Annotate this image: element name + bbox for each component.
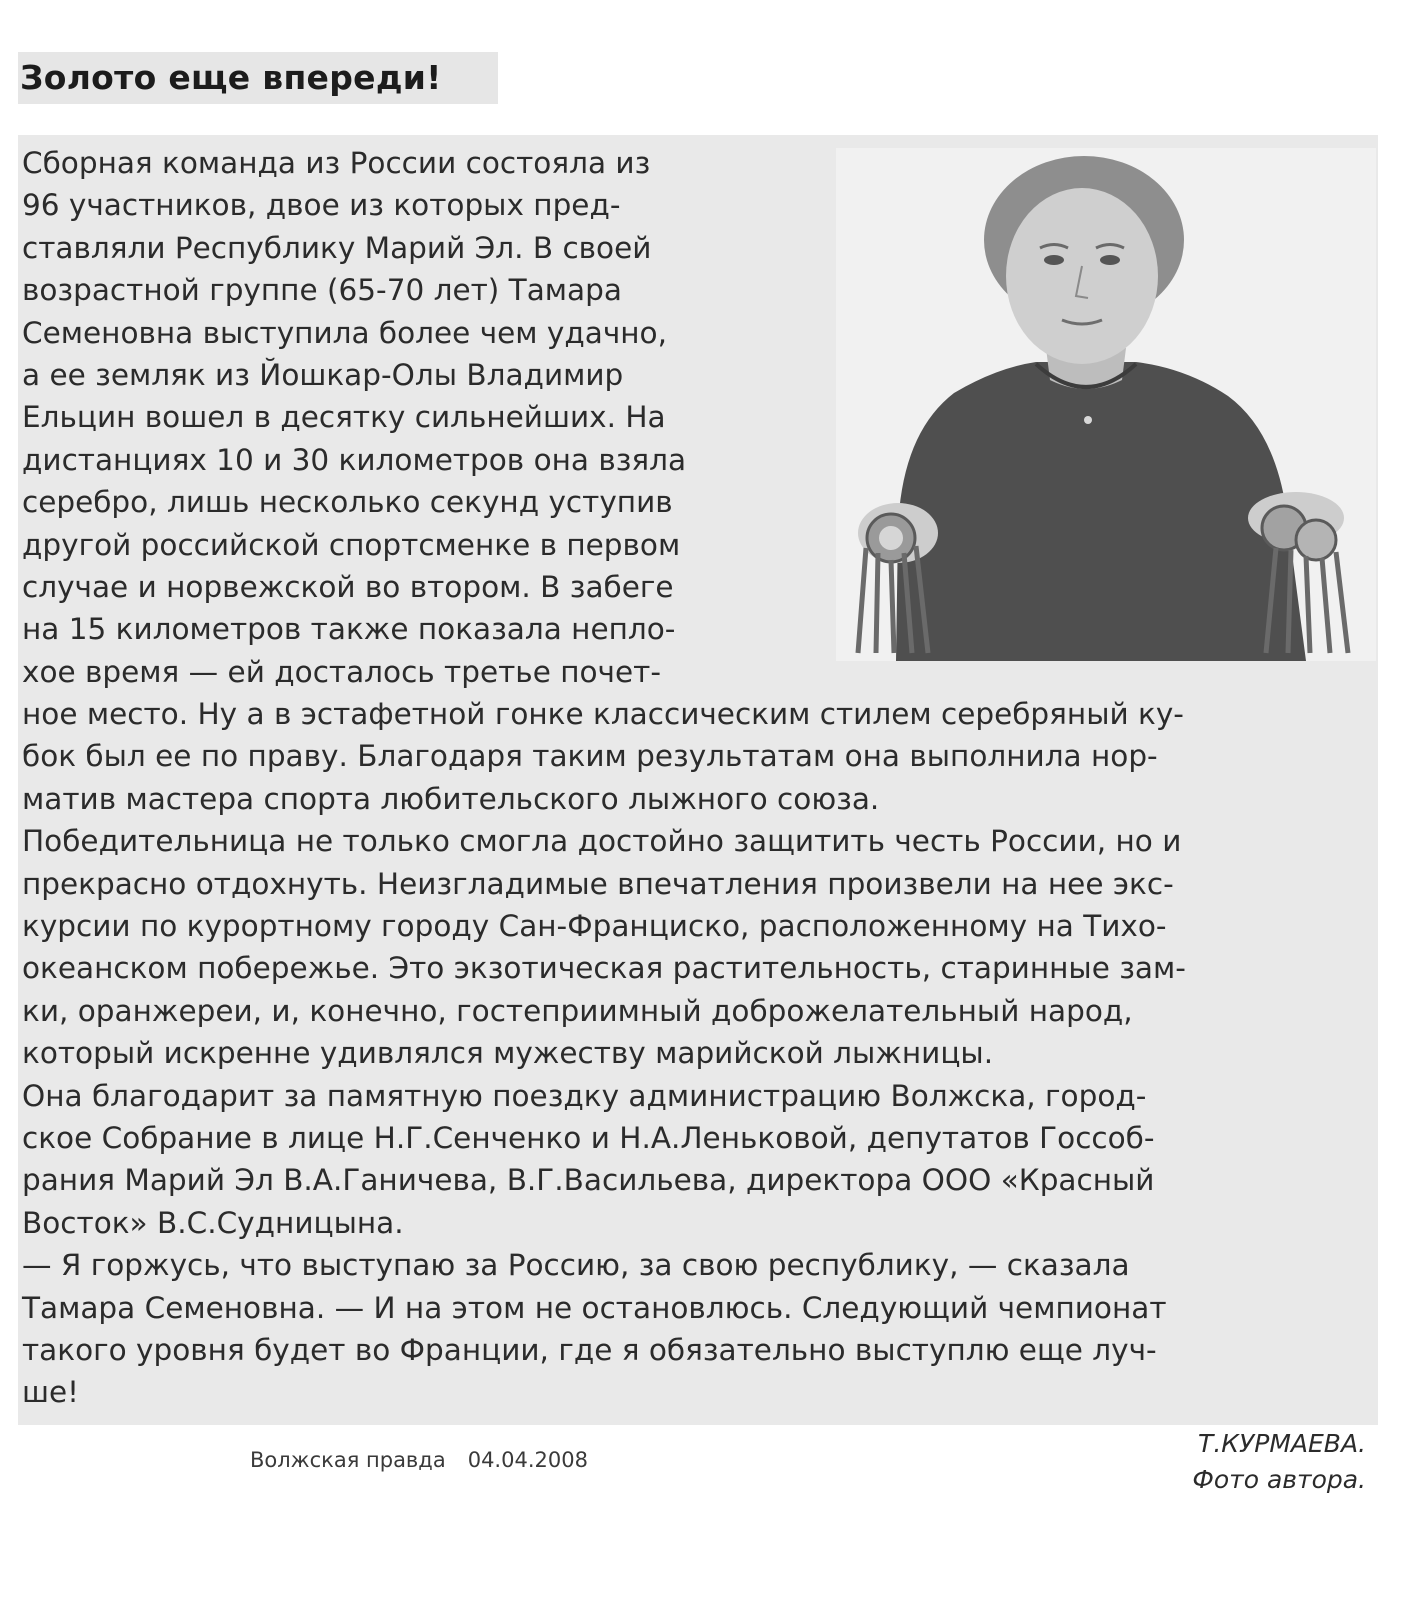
article-line: бок был ее по праву. Благодаря таким результатам она выполнила нор- [22, 739, 1158, 774]
article-line: Тамара Семеновна. — И на этом не остановлюсь. Следующий чемпионат [22, 1290, 1167, 1325]
article-line: серебро, лишь несколько секунд уступив [22, 485, 673, 520]
article-line: Восток» В.С.Судницына. [22, 1205, 404, 1240]
publication-date: 04.04.2008 [467, 1448, 588, 1472]
author-name: Т.КУРМАЕВА. [1198, 1429, 1366, 1458]
newspaper-name: Волжская правда [250, 1448, 446, 1472]
photo-credit: Фото автора. [1192, 1465, 1366, 1494]
article-line: на 15 километров также показала непло- [22, 612, 676, 647]
article-line: дистанциях 10 и 30 километров она взяла [22, 442, 687, 477]
article-line: ное место. Ну а в эстафетной гонке классическим стилем серебряный ку- [22, 697, 1184, 732]
article-line: Семеновна выступила более чем удачно, [22, 315, 667, 350]
article-line: океанском побережье. Это экзотическая растительность, старинные зам- [22, 951, 1186, 986]
article-line: такого уровня будет во Франции, где я обязательно выступлю еще луч- [22, 1332, 1157, 1367]
article-line: который искренне удивлялся мужеству марийской лыжницы. [22, 1036, 994, 1071]
article-line: хое время — ей досталось третье почет- [22, 654, 661, 689]
article-line: прекрасно отдохнуть. Неизгладимые впечатления произвели на нее экс- [22, 866, 1174, 901]
article-line: возрастной группе (65-70 лет) Тамара [22, 273, 622, 308]
article-line: матив мастера спорта любительского лыжного союза. [22, 781, 880, 816]
article-line: Сборная команда из России состояла из [22, 146, 651, 180]
article-line: ки, оранжереи, и, конечно, гостеприимный доброжелательный народ, [22, 993, 1133, 1028]
author-credit [1192, 1426, 1366, 1498]
article-line: — Я горжусь, что выступаю за Россию, за свою республику, — сказала [22, 1248, 1130, 1283]
article-line: Победительница не только смогла достойно защитить честь России, но и [22, 824, 1182, 859]
article-body [22, 142, 1362, 1414]
article-line: рания Марий Эл В.А.Ганичева, В.Г.Васильева, директора ООО «Красный [22, 1163, 1155, 1198]
article-line: ское Собрание в лице Н.Г.Сенченко и Н.А.Леньковой, депутатов Госсоб- [22, 1120, 1155, 1155]
article-headline: Золото еще впереди! [20, 58, 442, 97]
article-line: 96 участников, двое из которых пред- [22, 188, 621, 223]
article-line: Ельцин вошел в десятку сильнейших. На [22, 400, 666, 435]
source-line [250, 1448, 588, 1472]
article-line: а ее земляк из Йошкар-Олы Владимир [22, 357, 624, 392]
article-line: курсии по курортному городу Сан-Франциско, расположенному на Тихо- [22, 909, 1167, 944]
article-line: другой российской спортсменке в первом [22, 527, 681, 562]
article-line: ше! [22, 1375, 79, 1410]
article-line: случае и норвежской во втором. В забеге [22, 569, 674, 604]
article-line: ставляли Республику Марий Эл. В своей [22, 230, 652, 265]
article-line: Она благодарит за памятную поездку администрацию Волжска, город- [22, 1078, 1147, 1113]
